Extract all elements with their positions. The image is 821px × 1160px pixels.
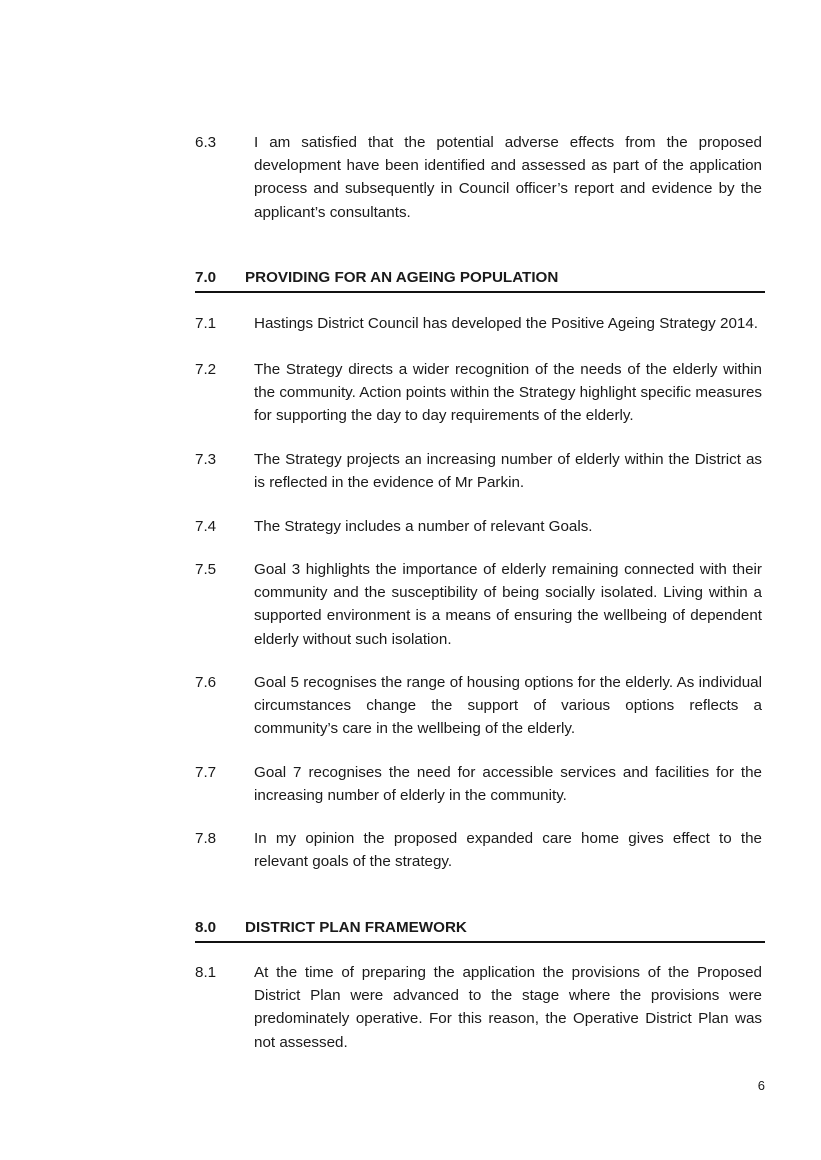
paragraph-7-2 — [195, 358, 762, 428]
paragraph-number: 7.1 — [195, 315, 217, 332]
paragraph-number: 8.1 — [195, 964, 217, 981]
paragraph-7-5 — [195, 558, 762, 651]
paragraph-text: The Strategy projects an increasing number of elderly within the District as is reflected in the evidence of Mr Parkin. — [254, 451, 762, 492]
paragraph-text: Goal 3 highlights the importance of elderly remaining connected with their community and the susceptibility of being socially isolated. Living within a supported environment is a means of ensuring the wellbeing of dependent elderly without such isolation. — [254, 561, 762, 648]
paragraph-7-8 — [195, 827, 762, 873]
paragraph-number: 7.6 — [195, 674, 217, 691]
paragraph-text: Goal 7 recognises the need for accessible services and facilities for the increasing number of elderly in the community. — [254, 764, 762, 805]
paragraph-text: At the time of preparing the application the provisions of the Proposed District Plan were advanced to the stage where the provisions were predominately operative. For this reason, the Operative District Plan was not assessed. — [254, 964, 762, 1051]
paragraph-6-3 — [195, 131, 762, 224]
section-title: PROVIDING FOR AN AGEING POPULATION — [245, 269, 559, 286]
paragraph-number: 6.3 — [195, 134, 217, 151]
paragraph-7-1 — [195, 312, 762, 335]
section-heading-8-0 — [195, 918, 765, 943]
paragraph-text: Hastings District Council has developed the Positive Ageing Strategy 2014. — [254, 315, 759, 332]
paragraph-text: I am satisfied that the potential adverse effects from the proposed development have been identified and assessed as part of the application process and subsequently in Council officer’s report and evidence by the applicant’s consultants. — [254, 134, 762, 221]
section-number: 7.0 — [195, 269, 217, 286]
paragraph-number: 7.4 — [195, 518, 217, 535]
paragraph-7-4 — [195, 515, 762, 538]
section-heading-7-0 — [195, 268, 765, 293]
paragraph-7-7 — [195, 761, 762, 807]
paragraph-text: The Strategy includes a number of relevant Goals. — [254, 518, 593, 535]
paragraph-7-3 — [195, 448, 762, 494]
paragraph-8-1 — [195, 961, 762, 1054]
paragraph-text: In my opinion the proposed expanded care home gives effect to the relevant goals of the strategy. — [254, 830, 762, 871]
paragraph-number: 7.2 — [195, 361, 217, 378]
paragraph-text: Goal 5 recognises the range of housing options for the elderly. As individual circumstances change the support of various options reflects a community’s care in the wellbeing of the elderly. — [254, 674, 762, 738]
section-title: DISTRICT PLAN FRAMEWORK — [245, 919, 467, 936]
paragraph-number: 7.7 — [195, 764, 217, 781]
paragraph-7-6 — [195, 671, 762, 741]
paragraph-text: The Strategy directs a wider recognition of the needs of the elderly within the community. Action points within the Strategy highlight specific measures for supporting the day to day requirements of the elderly. — [254, 361, 762, 425]
section-number: 8.0 — [195, 919, 217, 936]
page-number: 6 — [757, 1078, 765, 1093]
paragraph-number: 7.8 — [195, 830, 217, 847]
paragraph-number: 7.3 — [195, 451, 217, 468]
paragraph-number: 7.5 — [195, 561, 217, 578]
